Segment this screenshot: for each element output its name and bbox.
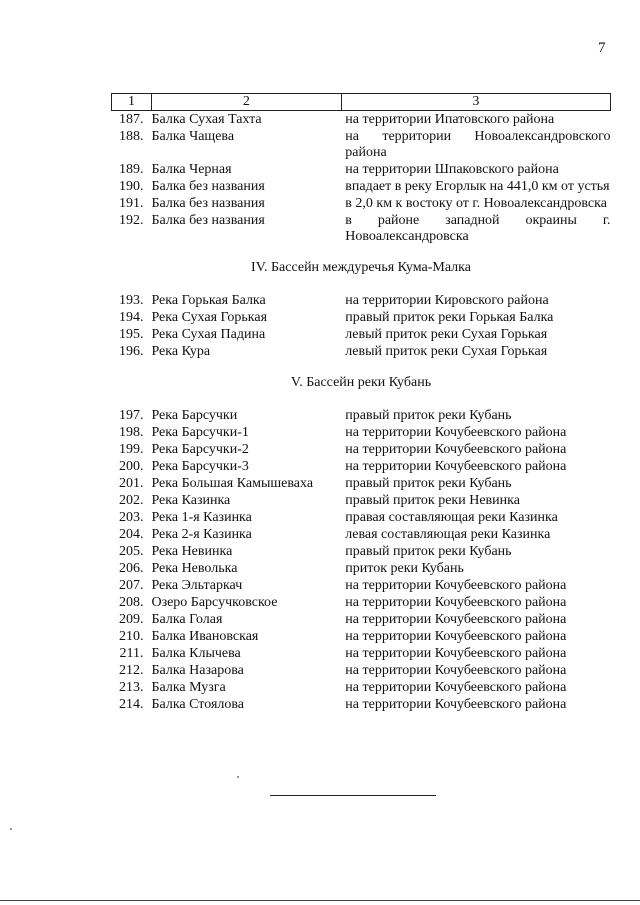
- page-number: 7: [598, 40, 606, 56]
- column-header-1: 1: [112, 94, 152, 111]
- water-body-name: Река Большая Камышеваха: [151, 476, 314, 491]
- table-row: [112, 212, 611, 245]
- table-row: [112, 161, 611, 178]
- water-body-name: Балка без названия: [151, 179, 265, 194]
- table-row: [112, 407, 611, 424]
- table-row: [112, 560, 611, 577]
- water-body-location: правый приток реки Кубань: [345, 544, 512, 559]
- row-number: 191.: [118, 196, 144, 211]
- water-body-name: Река Горькая Балка: [151, 293, 266, 308]
- table-header-row: [112, 94, 611, 111]
- table-row: [112, 128, 611, 161]
- column-header-2: 2: [151, 94, 341, 111]
- table-row: [112, 441, 611, 458]
- water-body-location: впадает в реку Егорлык на 441,0 км от устья: [345, 179, 610, 194]
- table-row: [112, 594, 611, 611]
- table-row: [112, 309, 611, 326]
- row-number: 207.: [118, 578, 144, 593]
- section-row: [112, 360, 611, 407]
- water-body-name: Балка Голая: [151, 612, 223, 627]
- row-number: 193.: [118, 293, 144, 308]
- row-number: 208.: [118, 595, 144, 610]
- water-body-name: Река Невинка: [151, 544, 233, 559]
- water-body-location: на территории Кочубеевского района: [345, 459, 567, 474]
- scan-speck: [10, 828, 12, 830]
- row-number: 214.: [118, 697, 144, 712]
- water-body-name: Река Барсучки-3: [151, 459, 249, 474]
- section-heading-iv: IV. Бассейн междуречья Кума-Малка: [251, 260, 471, 275]
- water-body-location: левая составляющая реки Казинка: [345, 527, 551, 542]
- water-body-name: Река 1-я Казинка: [151, 510, 252, 525]
- water-body-name: Река Неволька: [151, 561, 238, 576]
- row-number: 201.: [118, 476, 144, 491]
- row-number: 192.: [118, 213, 144, 228]
- water-body-location: правая составляющая реки Казинка: [345, 510, 558, 525]
- table-row: [112, 292, 611, 309]
- table-row: [112, 628, 611, 645]
- row-number: 188.: [118, 129, 144, 144]
- water-body-name: Река Сухая Падина: [151, 327, 266, 342]
- water-body-location: в районе западной окраины г. Новоалександровска: [345, 213, 611, 244]
- row-number: 203.: [118, 510, 144, 525]
- table-row: [112, 526, 611, 543]
- water-body-name: Балка Чащева: [151, 129, 235, 144]
- water-body-name: Река Казинка: [151, 493, 231, 508]
- water-body-name: Балка Назарова: [151, 663, 244, 678]
- row-number: 210.: [118, 629, 144, 644]
- row-number: 189.: [118, 162, 144, 177]
- water-body-name: Река Барсучки: [151, 408, 238, 423]
- table-row: [112, 645, 611, 662]
- table-row: [112, 343, 611, 360]
- water-body-location: на территории Кочубеевского района: [345, 629, 567, 644]
- row-number: 199.: [118, 442, 144, 457]
- water-body-name: Река Эльтаркач: [151, 578, 243, 593]
- water-body-location: правый приток реки Кубань: [345, 476, 512, 491]
- water-body-name: Балка без названия: [151, 213, 265, 228]
- water-body-location: на территории Кочубеевского района: [345, 425, 567, 440]
- water-body-name: Балка Стоялова: [151, 697, 245, 712]
- water-body-location: на территории Кочубеевского района: [345, 578, 567, 593]
- table-row: [112, 475, 611, 492]
- water-body-location: на территории Кочубеевского района: [345, 680, 567, 695]
- table-row: [112, 679, 611, 696]
- water-body-name: Балка Музга: [151, 680, 226, 695]
- water-body-name: Река Кура: [151, 344, 211, 359]
- section-heading-v: V. Бассейн реки Кубань: [290, 375, 432, 390]
- table-row: [112, 424, 611, 441]
- water-body-name: Балка Ивановская: [151, 629, 259, 644]
- water-body-location: на территории Шпаковского района: [345, 162, 559, 177]
- table-row: [112, 543, 611, 560]
- table-row: [112, 577, 611, 594]
- column-header-3: 3: [341, 94, 610, 111]
- water-body-name: Балка Черная: [151, 162, 232, 177]
- water-body-location: на территории Кочубеевского района: [345, 442, 567, 457]
- water-bodies-table: [111, 93, 611, 713]
- row-number: 196.: [118, 344, 144, 359]
- scan-speck: [237, 776, 239, 778]
- water-body-location: левый приток реки Сухая Горькая: [345, 344, 548, 359]
- table-row: [112, 111, 611, 129]
- water-body-location: на территории Кочубеевского района: [345, 595, 567, 610]
- row-number: 212.: [118, 663, 144, 678]
- table-row: [112, 696, 611, 713]
- table-row: [112, 326, 611, 343]
- water-body-location: на территории Кочубеевского района: [345, 663, 567, 678]
- water-body-location: правый приток реки Невинка: [345, 493, 520, 508]
- row-number: 202.: [118, 493, 144, 508]
- table-row: [112, 509, 611, 526]
- table-row: [112, 611, 611, 628]
- water-body-location: на территории Кочубеевского района: [345, 697, 567, 712]
- water-body-name: Балка Клычева: [151, 646, 241, 661]
- row-number: 206.: [118, 561, 144, 576]
- water-body-location: на территории Кировского района: [345, 293, 549, 308]
- water-body-location: приток реки Кубань: [345, 561, 464, 576]
- row-number: 204.: [118, 527, 144, 542]
- row-number: 195.: [118, 327, 144, 342]
- row-number: 209.: [118, 612, 144, 627]
- water-body-name: Балка без названия: [151, 196, 265, 211]
- water-body-name: Река 2-я Казинка: [151, 527, 252, 542]
- water-body-location: на территории Ипатовского района: [345, 112, 555, 127]
- row-number: 187.: [118, 112, 144, 127]
- row-number: 198.: [118, 425, 144, 440]
- water-body-name: Озеро Барсучковское: [151, 595, 278, 610]
- water-body-location: на территории Кочубеевского района: [345, 646, 567, 661]
- row-number: 213.: [118, 680, 144, 695]
- table-row: [112, 178, 611, 195]
- water-body-location: на территории Кочубеевского района: [345, 612, 567, 627]
- water-body-name: Река Барсучки-2: [151, 442, 249, 457]
- table-row: [112, 662, 611, 679]
- table-row: [112, 492, 611, 509]
- water-body-name: Река Барсучки-1: [151, 425, 249, 440]
- row-number: 211.: [119, 646, 144, 661]
- water-body-location: на территории Новоалександровского района: [345, 129, 611, 160]
- water-body-location: правый приток реки Горькая Балка: [345, 310, 554, 325]
- row-number: 197.: [118, 408, 144, 423]
- water-body-name: Балка Сухая Тахта: [151, 112, 262, 127]
- water-body-location: в 2,0 км к востоку от г. Новоалександровска: [345, 196, 607, 211]
- row-number: 194.: [118, 310, 144, 325]
- water-body-name: Река Сухая Горькая: [151, 310, 268, 325]
- water-body-location: левый приток реки Сухая Горькая: [345, 327, 548, 342]
- row-number: 200.: [118, 459, 144, 474]
- table-row: [112, 458, 611, 475]
- end-of-list-rule: [270, 795, 436, 796]
- scan-edge-line: [0, 900, 640, 901]
- section-row: [112, 245, 611, 292]
- water-body-location: правый приток реки Кубань: [345, 408, 512, 423]
- row-number: 190.: [118, 179, 144, 194]
- table-row: [112, 195, 611, 212]
- row-number: 205.: [118, 544, 144, 559]
